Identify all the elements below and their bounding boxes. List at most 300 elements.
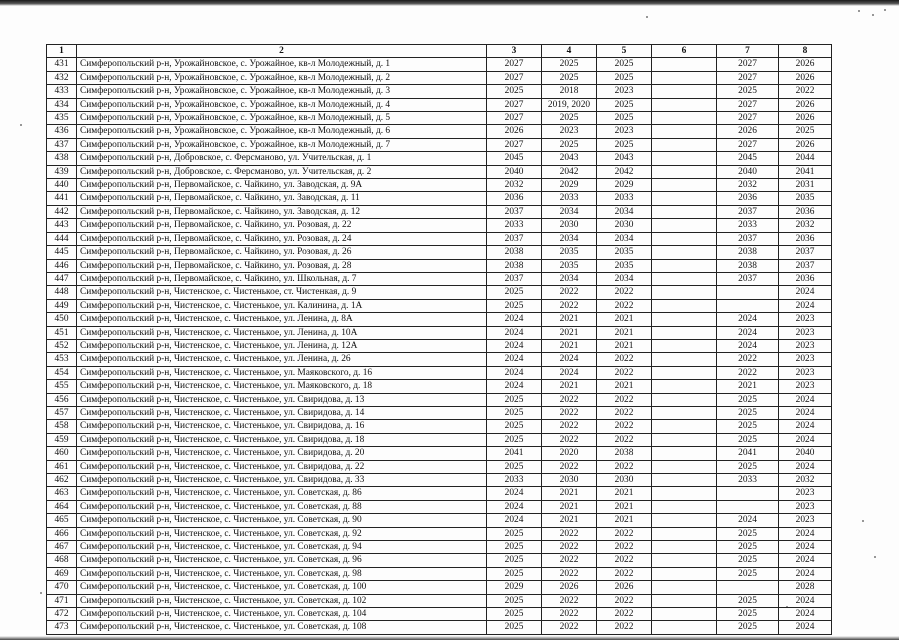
year-cell: 2025 (487, 608, 542, 621)
year-cell: 2022 (542, 567, 597, 580)
year-cell: 2025 (487, 393, 542, 406)
year-cell (652, 500, 717, 513)
address-cell: Симферопольский р-н, Чистенское, с. Чистенькое, ул. Советская, д. 104 (77, 608, 487, 621)
scan-speck (20, 124, 22, 126)
year-cell: 2027 (717, 138, 779, 151)
year-cell (652, 608, 717, 621)
year-cell: 2021 (542, 326, 597, 339)
year-cell: 2035 (542, 259, 597, 272)
year-cell: 2024 (779, 420, 832, 433)
year-cell: 2022 (779, 85, 832, 98)
year-cell: 2024 (779, 608, 832, 621)
year-cell: 2025 (597, 71, 652, 84)
year-cell: 2027 (717, 98, 779, 111)
year-cell: 2021 (597, 326, 652, 339)
row-number-cell: 457 (47, 406, 77, 419)
row-number-cell: 462 (47, 474, 77, 487)
year-cell: 2022 (542, 608, 597, 621)
address-cell: Симферопольский р-н, Чистенское, с. Чистенькое, ул. Свиридова, д. 13 (77, 393, 487, 406)
year-cell (717, 299, 779, 312)
address-cell: Симферопольский р-н, Урожайновское, с. Урожайное, кв-л Молодежный, д. 1 (77, 58, 487, 71)
year-cell: 2022 (597, 608, 652, 621)
year-cell: 2032 (717, 179, 779, 192)
column-header: 2 (77, 45, 487, 58)
year-cell: 2025 (717, 420, 779, 433)
year-cell: 2022 (542, 433, 597, 446)
year-cell: 2031 (779, 179, 832, 192)
year-cell: 2037 (717, 232, 779, 245)
year-cell: 2038 (597, 447, 652, 460)
year-cell: 2038 (487, 246, 542, 259)
year-cell: 2027 (487, 98, 542, 111)
year-cell: 2025 (487, 594, 542, 607)
column-header: 8 (779, 45, 832, 58)
address-cell: Симферопольский р-н, Чистенское, с. Чистенькое, ул. Советская, д. 102 (77, 594, 487, 607)
year-cell: 2023 (597, 85, 652, 98)
year-cell: 2022 (542, 594, 597, 607)
year-cell: 2038 (487, 259, 542, 272)
row-number-cell: 435 (47, 112, 77, 125)
year-cell: 2023 (779, 339, 832, 352)
table-row (47, 500, 832, 513)
year-cell (652, 474, 717, 487)
scan-speck (884, 9, 886, 11)
year-cell: 2024 (779, 286, 832, 299)
row-number-cell: 431 (47, 58, 77, 71)
row-number-cell: 460 (47, 447, 77, 460)
year-cell: 2040 (779, 447, 832, 460)
table-row (47, 393, 832, 406)
table-row (47, 219, 832, 232)
year-cell: 2024 (487, 380, 542, 393)
year-cell: 2025 (487, 433, 542, 446)
year-cell: 2023 (779, 366, 832, 379)
row-number-cell: 436 (47, 125, 77, 138)
year-cell: 2045 (487, 152, 542, 165)
year-cell: 2033 (717, 219, 779, 232)
year-cell: 2024 (487, 500, 542, 513)
year-cell: 2021 (597, 380, 652, 393)
row-number-cell: 463 (47, 487, 77, 500)
year-cell: 2022 (597, 406, 652, 419)
table-row (47, 326, 832, 339)
row-number-cell: 443 (47, 219, 77, 232)
year-cell: 2025 (487, 85, 542, 98)
year-cell: 2025 (717, 621, 779, 634)
table-row (47, 527, 832, 540)
year-cell: 2027 (717, 112, 779, 125)
year-cell: 2022 (542, 527, 597, 540)
year-cell: 2024 (779, 567, 832, 580)
year-cell (652, 326, 717, 339)
year-cell: 2026 (487, 125, 542, 138)
year-cell (652, 380, 717, 393)
year-cell: 2037 (779, 246, 832, 259)
year-cell: 2025 (542, 71, 597, 84)
year-cell: 2034 (542, 205, 597, 218)
year-cell: 2028 (779, 581, 832, 594)
scan-speck (874, 556, 876, 558)
year-cell: 2038 (717, 246, 779, 259)
year-cell: 2035 (542, 246, 597, 259)
scan-speck (858, 10, 860, 12)
year-cell: 2024 (779, 594, 832, 607)
year-cell (652, 581, 717, 594)
row-number-cell: 473 (47, 621, 77, 634)
year-cell: 2034 (597, 232, 652, 245)
year-cell: 2037 (487, 205, 542, 218)
year-cell: 2022 (597, 433, 652, 446)
year-cell (717, 581, 779, 594)
address-cell: Симферопольский р-н, Чистенское, с. Чистенькое, ул. Советская, д. 90 (77, 514, 487, 527)
year-cell (652, 313, 717, 326)
address-cell: Симферопольский р-н, Добровское, с. Ферсманово, ул. Учительская, д. 2 (77, 165, 487, 178)
year-cell: 2022 (542, 541, 597, 554)
year-cell (652, 487, 717, 500)
row-number-cell: 433 (47, 85, 77, 98)
table-row (47, 246, 832, 259)
year-cell: 2035 (597, 246, 652, 259)
year-cell (652, 272, 717, 285)
year-cell: 2024 (779, 541, 832, 554)
table-row (47, 541, 832, 554)
scan-speck (40, 592, 42, 594)
table-row (47, 272, 832, 285)
year-cell: 2027 (717, 58, 779, 71)
address-cell: Симферопольский р-н, Чистенское, с. Чистенькое, ул. Советская, д. 98 (77, 567, 487, 580)
year-cell: 2025 (542, 112, 597, 125)
year-cell (652, 567, 717, 580)
year-cell: 2022 (597, 554, 652, 567)
table-row (47, 514, 832, 527)
address-cell: Симферопольский р-н, Первомайское, с. Чайкино, ул. Розовая, д. 28 (77, 259, 487, 272)
row-number-cell: 451 (47, 326, 77, 339)
year-cell: 2026 (779, 112, 832, 125)
address-cell: Симферопольский р-н, Первомайское, с. Чайкино, ул. Заводская, д. 11 (77, 192, 487, 205)
year-cell: 2025 (487, 554, 542, 567)
table-row (47, 313, 832, 326)
column-header: 7 (717, 45, 779, 58)
row-number-cell: 458 (47, 420, 77, 433)
year-cell: 2030 (597, 474, 652, 487)
address-cell: Симферопольский р-н, Чистенское, с. Чистенькое, ул. Ленина, д. 12А (77, 339, 487, 352)
row-number-cell: 472 (47, 608, 77, 621)
year-cell (652, 353, 717, 366)
table-header-row (47, 45, 832, 58)
year-cell: 2023 (779, 313, 832, 326)
year-cell: 2023 (779, 514, 832, 527)
year-cell: 2033 (597, 192, 652, 205)
year-cell: 2025 (717, 393, 779, 406)
address-cell: Симферопольский р-н, Чистенское, с. Чистенькое, ул. Свиридова, д. 33 (77, 474, 487, 487)
year-cell: 2024 (779, 527, 832, 540)
year-cell: 2019, 2020 (542, 98, 597, 111)
address-cell: Симферопольский р-н, Чистенское, с. Чистенькое, ул. Маяковского, д. 18 (77, 380, 487, 393)
year-cell: 2036 (487, 192, 542, 205)
year-cell: 2024 (487, 313, 542, 326)
year-cell: 2021 (542, 313, 597, 326)
table-row (47, 353, 832, 366)
year-cell: 2022 (597, 567, 652, 580)
year-cell: 2024 (779, 433, 832, 446)
year-cell (652, 514, 717, 527)
address-cell: Симферопольский р-н, Чистенское, с. Чистенькое, ул. Ленина, д. 8А (77, 313, 487, 326)
address-cell: Симферопольский р-н, Первомайское, с. Чайкино, ул. Школьная, д. 7 (77, 272, 487, 285)
year-cell: 2024 (779, 393, 832, 406)
year-cell: 2022 (597, 366, 652, 379)
address-cell: Симферопольский р-н, Чистенское, с. Чистенькое, ул. Ленина, д. 26 (77, 353, 487, 366)
address-cell: Симферопольский р-н, Чистенское, с. Чистенькое, ул. Калинина, д. 1А (77, 299, 487, 312)
year-cell: 2021 (597, 487, 652, 500)
year-cell: 2024 (779, 621, 832, 634)
year-cell: 2042 (597, 165, 652, 178)
address-cell: Симферопольский р-н, Чистенское, с. Чистенькое, ул. Советская, д. 100 (77, 581, 487, 594)
year-cell: 2032 (487, 179, 542, 192)
row-number-cell: 464 (47, 500, 77, 513)
year-cell: 2023 (597, 125, 652, 138)
year-cell (652, 165, 717, 178)
address-cell: Симферопольский р-н, Урожайновское, с. Урожайное, кв-л Молодежный, д. 5 (77, 112, 487, 125)
year-cell: 2022 (597, 621, 652, 634)
year-cell: 2022 (597, 393, 652, 406)
year-cell: 2042 (542, 165, 597, 178)
year-cell: 2041 (717, 447, 779, 460)
row-number-cell: 440 (47, 179, 77, 192)
scan-speck (872, 14, 874, 16)
year-cell (652, 366, 717, 379)
row-number-cell: 456 (47, 393, 77, 406)
year-cell: 2037 (717, 272, 779, 285)
year-cell: 2025 (597, 138, 652, 151)
year-cell (652, 406, 717, 419)
row-number-cell: 450 (47, 313, 77, 326)
year-cell: 2026 (779, 58, 832, 71)
year-cell: 2022 (542, 406, 597, 419)
year-cell: 2036 (779, 272, 832, 285)
year-cell: 2025 (487, 567, 542, 580)
year-cell: 2025 (542, 58, 597, 71)
year-cell (652, 125, 717, 138)
table-row (47, 286, 832, 299)
year-cell: 2035 (597, 259, 652, 272)
row-number-cell: 454 (47, 366, 77, 379)
year-cell (652, 541, 717, 554)
row-number-cell: 468 (47, 554, 77, 567)
year-cell: 2043 (597, 152, 652, 165)
year-cell: 2025 (717, 554, 779, 567)
year-cell (652, 58, 717, 71)
year-cell: 2043 (542, 152, 597, 165)
year-cell: 2033 (487, 474, 542, 487)
year-cell: 2022 (542, 621, 597, 634)
year-cell: 2024 (779, 406, 832, 419)
year-cell: 2036 (717, 192, 779, 205)
table-row (47, 554, 832, 567)
address-cell: Симферопольский р-н, Урожайновское, с. Урожайное, кв-л Молодежный, д. 2 (77, 71, 487, 84)
year-cell: 2024 (542, 353, 597, 366)
year-cell: 2027 (487, 71, 542, 84)
year-cell: 2038 (717, 259, 779, 272)
table-row (47, 98, 832, 111)
row-number-cell: 452 (47, 339, 77, 352)
year-cell: 2022 (542, 420, 597, 433)
row-number-cell: 471 (47, 594, 77, 607)
year-cell (652, 98, 717, 111)
table-row (47, 608, 832, 621)
table-row (47, 621, 832, 634)
address-cell: Симферопольский р-н, Чистенское, с. Чистенькое, ст. Чистенкая, д. 9 (77, 286, 487, 299)
table-row (47, 85, 832, 98)
year-cell: 2037 (487, 272, 542, 285)
year-cell: 2027 (487, 138, 542, 151)
year-cell: 2024 (487, 487, 542, 500)
year-cell: 2033 (542, 192, 597, 205)
year-cell: 2021 (542, 339, 597, 352)
year-cell: 2023 (779, 326, 832, 339)
table-row (47, 433, 832, 446)
row-number-cell: 470 (47, 581, 77, 594)
year-cell: 2022 (542, 460, 597, 473)
column-header: 3 (487, 45, 542, 58)
year-cell: 2024 (717, 313, 779, 326)
year-cell: 2025 (542, 138, 597, 151)
table-row (47, 125, 832, 138)
address-cell: Симферопольский р-н, Чистенское, с. Чистенькое, ул. Советская, д. 92 (77, 527, 487, 540)
table-row (47, 259, 832, 272)
year-cell: 2022 (597, 460, 652, 473)
address-cell: Симферопольский р-н, Чистенское, с. Чистенькое, ул. Свиридова, д. 16 (77, 420, 487, 433)
address-cell: Симферопольский р-н, Чистенское, с. Чистенькое, ул. Советская, д. 108 (77, 621, 487, 634)
year-cell (652, 152, 717, 165)
scan-speck (646, 16, 648, 18)
row-number-cell: 466 (47, 527, 77, 540)
address-cell: Симферопольский р-н, Чистенское, с. Чистенькое, ул. Советская, д. 94 (77, 541, 487, 554)
table-row (47, 232, 832, 245)
year-cell (652, 433, 717, 446)
year-cell: 2026 (779, 71, 832, 84)
year-cell: 2030 (542, 474, 597, 487)
year-cell: 2025 (487, 621, 542, 634)
year-cell: 2021 (597, 514, 652, 527)
year-cell (652, 554, 717, 567)
table-row (47, 339, 832, 352)
address-cell: Симферопольский р-н, Первомайское, с. Чайкино, ул. Розовая, д. 24 (77, 232, 487, 245)
year-cell (652, 286, 717, 299)
year-cell: 2026 (717, 125, 779, 138)
year-cell: 2024 (779, 299, 832, 312)
year-cell: 2025 (487, 420, 542, 433)
year-cell: 2025 (717, 433, 779, 446)
row-number-cell: 434 (47, 98, 77, 111)
address-cell: Симферопольский р-н, Первомайское, с. Чайкино, ул. Розовая, д. 26 (77, 246, 487, 259)
year-cell: 2025 (487, 406, 542, 419)
year-cell: 2025 (487, 541, 542, 554)
year-cell: 2022 (597, 299, 652, 312)
year-cell: 2022 (542, 286, 597, 299)
table-row (47, 581, 832, 594)
year-cell: 2023 (779, 353, 832, 366)
year-cell: 2022 (542, 299, 597, 312)
year-cell (652, 420, 717, 433)
year-cell: 2045 (717, 152, 779, 165)
address-cell: Симферопольский р-н, Чистенское, с. Чистенькое, ул. Свиридова, д. 20 (77, 447, 487, 460)
address-cell: Симферопольский р-н, Чистенское, с. Чистенькое, ул. Свиридова, д. 22 (77, 460, 487, 473)
year-cell (652, 447, 717, 460)
year-cell (652, 179, 717, 192)
year-cell: 2030 (542, 219, 597, 232)
row-number-cell: 442 (47, 205, 77, 218)
year-cell: 2027 (487, 58, 542, 71)
scan-edge-top (0, 0, 899, 6)
table-row (47, 594, 832, 607)
table-row (47, 567, 832, 580)
column-header: 6 (652, 45, 717, 58)
address-cell: Симферопольский р-н, Чистенское, с. Чистенькое, ул. Свиридова, д. 18 (77, 433, 487, 446)
schedule-table (46, 44, 832, 635)
row-number-cell: 449 (47, 299, 77, 312)
year-cell: 2040 (717, 165, 779, 178)
year-cell: 2025 (717, 406, 779, 419)
year-cell (652, 594, 717, 607)
table-row (47, 299, 832, 312)
year-cell: 2029 (487, 581, 542, 594)
table-row (47, 460, 832, 473)
year-cell (652, 621, 717, 634)
year-cell: 2024 (487, 326, 542, 339)
row-number-cell: 467 (47, 541, 77, 554)
year-cell (652, 527, 717, 540)
address-cell: Симферопольский р-н, Первомайское, с. Чайкино, ул. Розовая, д. 22 (77, 219, 487, 232)
year-cell (652, 192, 717, 205)
year-cell: 2022 (542, 393, 597, 406)
year-cell: 2033 (487, 219, 542, 232)
year-cell (652, 232, 717, 245)
table-row (47, 380, 832, 393)
year-cell: 2025 (487, 299, 542, 312)
year-cell (652, 246, 717, 259)
address-cell: Симферопольский р-н, Чистенское, с. Чистенькое, ул. Советская, д. 86 (77, 487, 487, 500)
year-cell: 2022 (597, 353, 652, 366)
year-cell: 2025 (717, 541, 779, 554)
year-cell: 2021 (542, 500, 597, 513)
year-cell: 2034 (597, 272, 652, 285)
year-cell: 2025 (717, 85, 779, 98)
year-cell: 2032 (779, 219, 832, 232)
row-number-cell: 461 (47, 460, 77, 473)
year-cell: 2024 (487, 514, 542, 527)
column-header: 1 (47, 45, 77, 58)
year-cell: 2025 (717, 460, 779, 473)
year-cell: 2024 (717, 339, 779, 352)
year-cell (652, 299, 717, 312)
year-cell: 2025 (717, 527, 779, 540)
year-cell: 2034 (542, 232, 597, 245)
year-cell: 2036 (779, 205, 832, 218)
table-row (47, 165, 832, 178)
year-cell: 2022 (597, 594, 652, 607)
row-number-cell: 448 (47, 286, 77, 299)
year-cell: 2022 (597, 420, 652, 433)
document-table-container (46, 44, 831, 635)
address-cell: Симферопольский р-н, Урожайновское, с. Урожайное, кв-л Молодежный, д. 7 (77, 138, 487, 151)
year-cell: 2035 (779, 192, 832, 205)
year-cell (717, 500, 779, 513)
year-cell: 2020 (542, 447, 597, 460)
year-cell (652, 112, 717, 125)
year-cell: 2021 (542, 487, 597, 500)
table-row (47, 152, 832, 165)
year-cell: 2027 (487, 112, 542, 125)
